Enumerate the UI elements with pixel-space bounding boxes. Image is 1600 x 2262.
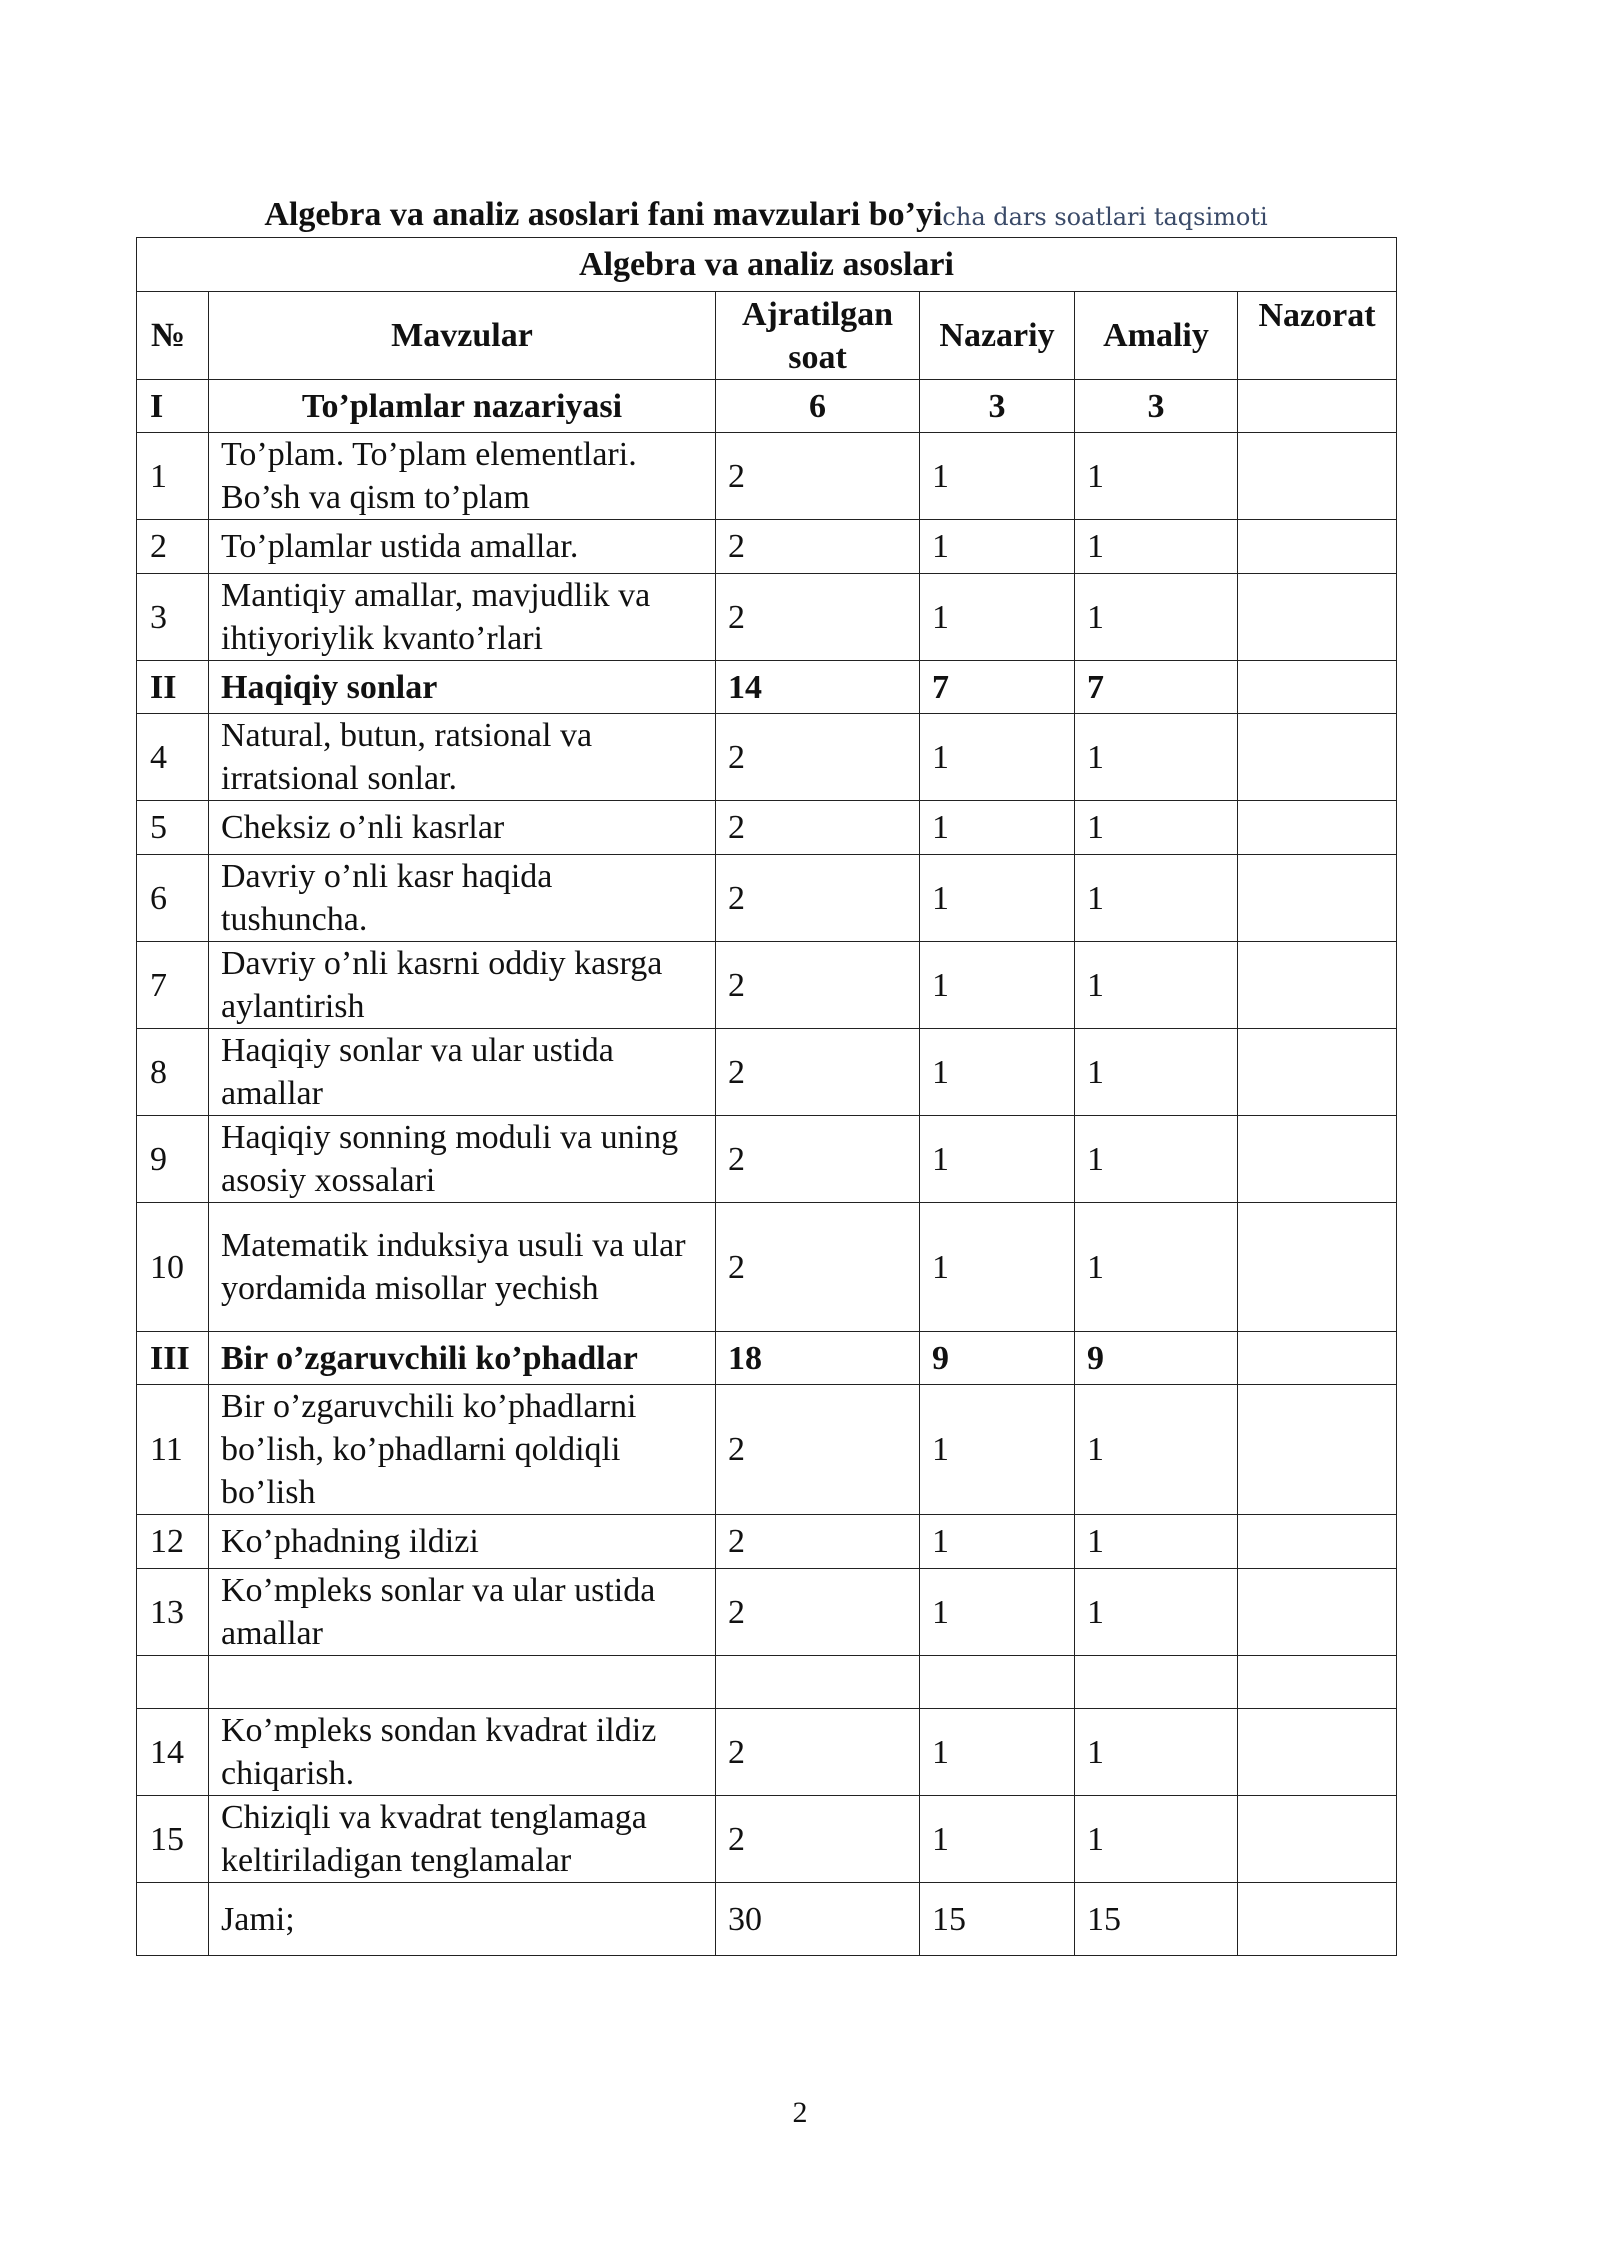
cell-control [1238, 1029, 1397, 1116]
cell-topic: To’plam. To’plam elementlari. Bo’sh va qism to’plam [209, 433, 716, 520]
table-row [137, 1203, 1397, 1332]
cell-practice: 1 [1075, 1029, 1238, 1116]
header-practice: Amaliy [1075, 292, 1238, 380]
cell-control [1238, 1515, 1397, 1569]
cell-theory: 1 [920, 1203, 1075, 1332]
cell-practice: 1 [1075, 942, 1238, 1029]
cell-allocated-hours: 2 [716, 1116, 920, 1203]
table-row [137, 1385, 1397, 1515]
cell-number: III [137, 1332, 209, 1385]
header-row [137, 292, 1397, 380]
cell-topic: Ko’mpleks sondan kvadrat ildiz chiqarish. [209, 1709, 716, 1796]
cell-control [1238, 1569, 1397, 1656]
table-row [137, 520, 1397, 574]
cell-theory [920, 1656, 1075, 1709]
cell-theory: 15 [920, 1883, 1075, 1956]
hours-distribution-table [136, 237, 1397, 1956]
cell-theory: 1 [920, 1116, 1075, 1203]
cell-allocated-hours: 2 [716, 855, 920, 942]
cell-number: 2 [137, 520, 209, 574]
header-number: № [137, 292, 209, 380]
table-row [137, 574, 1397, 661]
cell-number: 10 [137, 1203, 209, 1332]
cell-number: 7 [137, 942, 209, 1029]
header-topics: Mavzular [209, 292, 716, 380]
cell-topic [209, 1656, 716, 1709]
cell-allocated-hours: 6 [716, 380, 920, 433]
cell-theory: 1 [920, 855, 1075, 942]
cell-practice: 1 [1075, 1569, 1238, 1656]
cell-number: 5 [137, 801, 209, 855]
cell-topic: Chiziqli va kvadrat tenglamaga keltiriladigan tenglamalar [209, 1796, 716, 1883]
cell-practice: 1 [1075, 1116, 1238, 1203]
cell-number [137, 1883, 209, 1956]
cell-control [1238, 1883, 1397, 1956]
cell-topic: Mantiqiy amallar, mavjudlik va ihtiyoriylik kvanto’rlari [209, 574, 716, 661]
table-row [137, 1796, 1397, 1883]
cell-number: 12 [137, 1515, 209, 1569]
cell-practice: 7 [1075, 661, 1238, 714]
cell-topic: Haqiqiy sonlar va ular ustida amallar [209, 1029, 716, 1116]
header-theory: Nazariy [920, 292, 1075, 380]
cell-allocated-hours: 2 [716, 1385, 920, 1515]
cell-allocated-hours: 2 [716, 1709, 920, 1796]
table-row [137, 801, 1397, 855]
cell-control [1238, 1203, 1397, 1332]
cell-control [1238, 855, 1397, 942]
table-row [137, 1116, 1397, 1203]
cell-allocated-hours: 2 [716, 1029, 920, 1116]
cell-control [1238, 1656, 1397, 1709]
cell-control [1238, 714, 1397, 801]
cell-practice: 1 [1075, 1385, 1238, 1515]
cell-allocated-hours: 2 [716, 942, 920, 1029]
table-body [137, 238, 1397, 1956]
cell-theory: 1 [920, 574, 1075, 661]
title-light-part: cha dars soatlari taqsimoti [942, 203, 1268, 231]
section-row [137, 661, 1397, 714]
cell-topic: Matematik induksiya usuli va ular yordamida misollar yechish [209, 1203, 716, 1332]
cell-number [137, 1656, 209, 1709]
table-row [137, 855, 1397, 942]
cell-allocated-hours: 18 [716, 1332, 920, 1385]
cell-allocated-hours: 2 [716, 520, 920, 574]
cell-topic: Jami; [209, 1883, 716, 1956]
cell-practice: 1 [1075, 714, 1238, 801]
cell-topic: Davriy o’nli kasr haqida tushuncha. [209, 855, 716, 942]
cell-topic: Cheksiz o’nli kasrlar [209, 801, 716, 855]
cell-allocated-hours: 2 [716, 1203, 920, 1332]
cell-allocated-hours: 2 [716, 801, 920, 855]
cell-number: 3 [137, 574, 209, 661]
cell-topic: Bir o’zgaruvchili ko’phadlar [209, 1332, 716, 1385]
cell-topic: Haqiqiy sonning moduli va uning asosiy xossalari [209, 1116, 716, 1203]
cell-number: 9 [137, 1116, 209, 1203]
table-row [137, 433, 1397, 520]
cell-theory: 1 [920, 1385, 1075, 1515]
page-number: 2 [792, 2096, 808, 2129]
cell-control [1238, 1709, 1397, 1796]
cell-number: 11 [137, 1385, 209, 1515]
cell-theory: 1 [920, 1029, 1075, 1116]
blank-row [137, 1656, 1397, 1709]
cell-theory: 1 [920, 433, 1075, 520]
cell-practice: 15 [1075, 1883, 1238, 1956]
cell-theory: 7 [920, 661, 1075, 714]
cell-practice: 1 [1075, 1515, 1238, 1569]
cell-practice: 9 [1075, 1332, 1238, 1385]
cell-allocated-hours: 2 [716, 433, 920, 520]
cell-theory: 1 [920, 520, 1075, 574]
cell-number: 14 [137, 1709, 209, 1796]
cell-theory: 1 [920, 714, 1075, 801]
cell-control [1238, 801, 1397, 855]
cell-practice: 1 [1075, 801, 1238, 855]
cell-control [1238, 574, 1397, 661]
table-row [137, 714, 1397, 801]
cell-number: II [137, 661, 209, 714]
cell-practice [1075, 1656, 1238, 1709]
cell-number: 8 [137, 1029, 209, 1116]
header-control: Nazorat [1238, 292, 1397, 380]
cell-theory: 9 [920, 1332, 1075, 1385]
cell-theory: 3 [920, 380, 1075, 433]
cell-control [1238, 1116, 1397, 1203]
cell-control [1238, 661, 1397, 714]
cell-topic: Davriy o’nli kasrni oddiy kasrga aylantirish [209, 942, 716, 1029]
cell-theory: 1 [920, 801, 1075, 855]
cell-control [1238, 380, 1397, 433]
cell-allocated-hours: 2 [716, 1515, 920, 1569]
table-caption: Algebra va analiz asoslari [137, 238, 1397, 292]
cell-topic: Bir o’zgaruvchili ko’phadlarni bo’lish, ko’phadlarni qoldiqli bo’lish [209, 1385, 716, 1515]
cell-practice: 1 [1075, 1203, 1238, 1332]
cell-control [1238, 520, 1397, 574]
cell-theory: 1 [920, 1515, 1075, 1569]
table-row [137, 1709, 1397, 1796]
cell-number: I [137, 380, 209, 433]
cell-topic: Haqiqiy sonlar [209, 661, 716, 714]
cell-topic: To’plamlar nazariyasi [209, 380, 716, 433]
cell-allocated-hours: 2 [716, 1569, 920, 1656]
cell-practice: 1 [1075, 574, 1238, 661]
cell-allocated-hours [716, 1656, 920, 1709]
table-caption-row [137, 238, 1397, 292]
cell-practice: 1 [1075, 1709, 1238, 1796]
cell-topic: Ko’mpleks sonlar va ular ustida amallar [209, 1569, 716, 1656]
cell-control [1238, 433, 1397, 520]
cell-topic: Natural, butun, ratsional va irratsional sonlar. [209, 714, 716, 801]
cell-theory: 1 [920, 1569, 1075, 1656]
title-bold-part: Algebra va analiz asoslari fani mavzulari bo’yi [264, 196, 943, 233]
cell-allocated-hours: 2 [716, 574, 920, 661]
table-row [137, 942, 1397, 1029]
cell-practice: 1 [1075, 1796, 1238, 1883]
cell-allocated-hours: 30 [716, 1883, 920, 1956]
cell-control [1238, 1385, 1397, 1515]
cell-number: 4 [137, 714, 209, 801]
page-title [136, 196, 1396, 234]
cell-practice: 3 [1075, 380, 1238, 433]
cell-theory: 1 [920, 1796, 1075, 1883]
cell-allocated-hours: 14 [716, 661, 920, 714]
cell-practice: 1 [1075, 433, 1238, 520]
cell-number: 13 [137, 1569, 209, 1656]
cell-number: 15 [137, 1796, 209, 1883]
cell-practice: 1 [1075, 855, 1238, 942]
section-row [137, 1332, 1397, 1385]
total-row [137, 1883, 1397, 1956]
table-row [137, 1515, 1397, 1569]
cell-number: 1 [137, 433, 209, 520]
cell-control [1238, 942, 1397, 1029]
section-row [137, 380, 1397, 433]
cell-topic: Ko’phadning ildizi [209, 1515, 716, 1569]
cell-theory: 1 [920, 942, 1075, 1029]
header-allocated-hours: Ajratilgan soat [716, 292, 920, 380]
cell-practice: 1 [1075, 520, 1238, 574]
cell-allocated-hours: 2 [716, 714, 920, 801]
cell-theory: 1 [920, 1709, 1075, 1796]
cell-control [1238, 1796, 1397, 1883]
cell-control [1238, 1332, 1397, 1385]
cell-allocated-hours: 2 [716, 1796, 920, 1883]
cell-number: 6 [137, 855, 209, 942]
table-row [137, 1569, 1397, 1656]
table-row [137, 1029, 1397, 1116]
cell-topic: To’plamlar ustida amallar. [209, 520, 716, 574]
